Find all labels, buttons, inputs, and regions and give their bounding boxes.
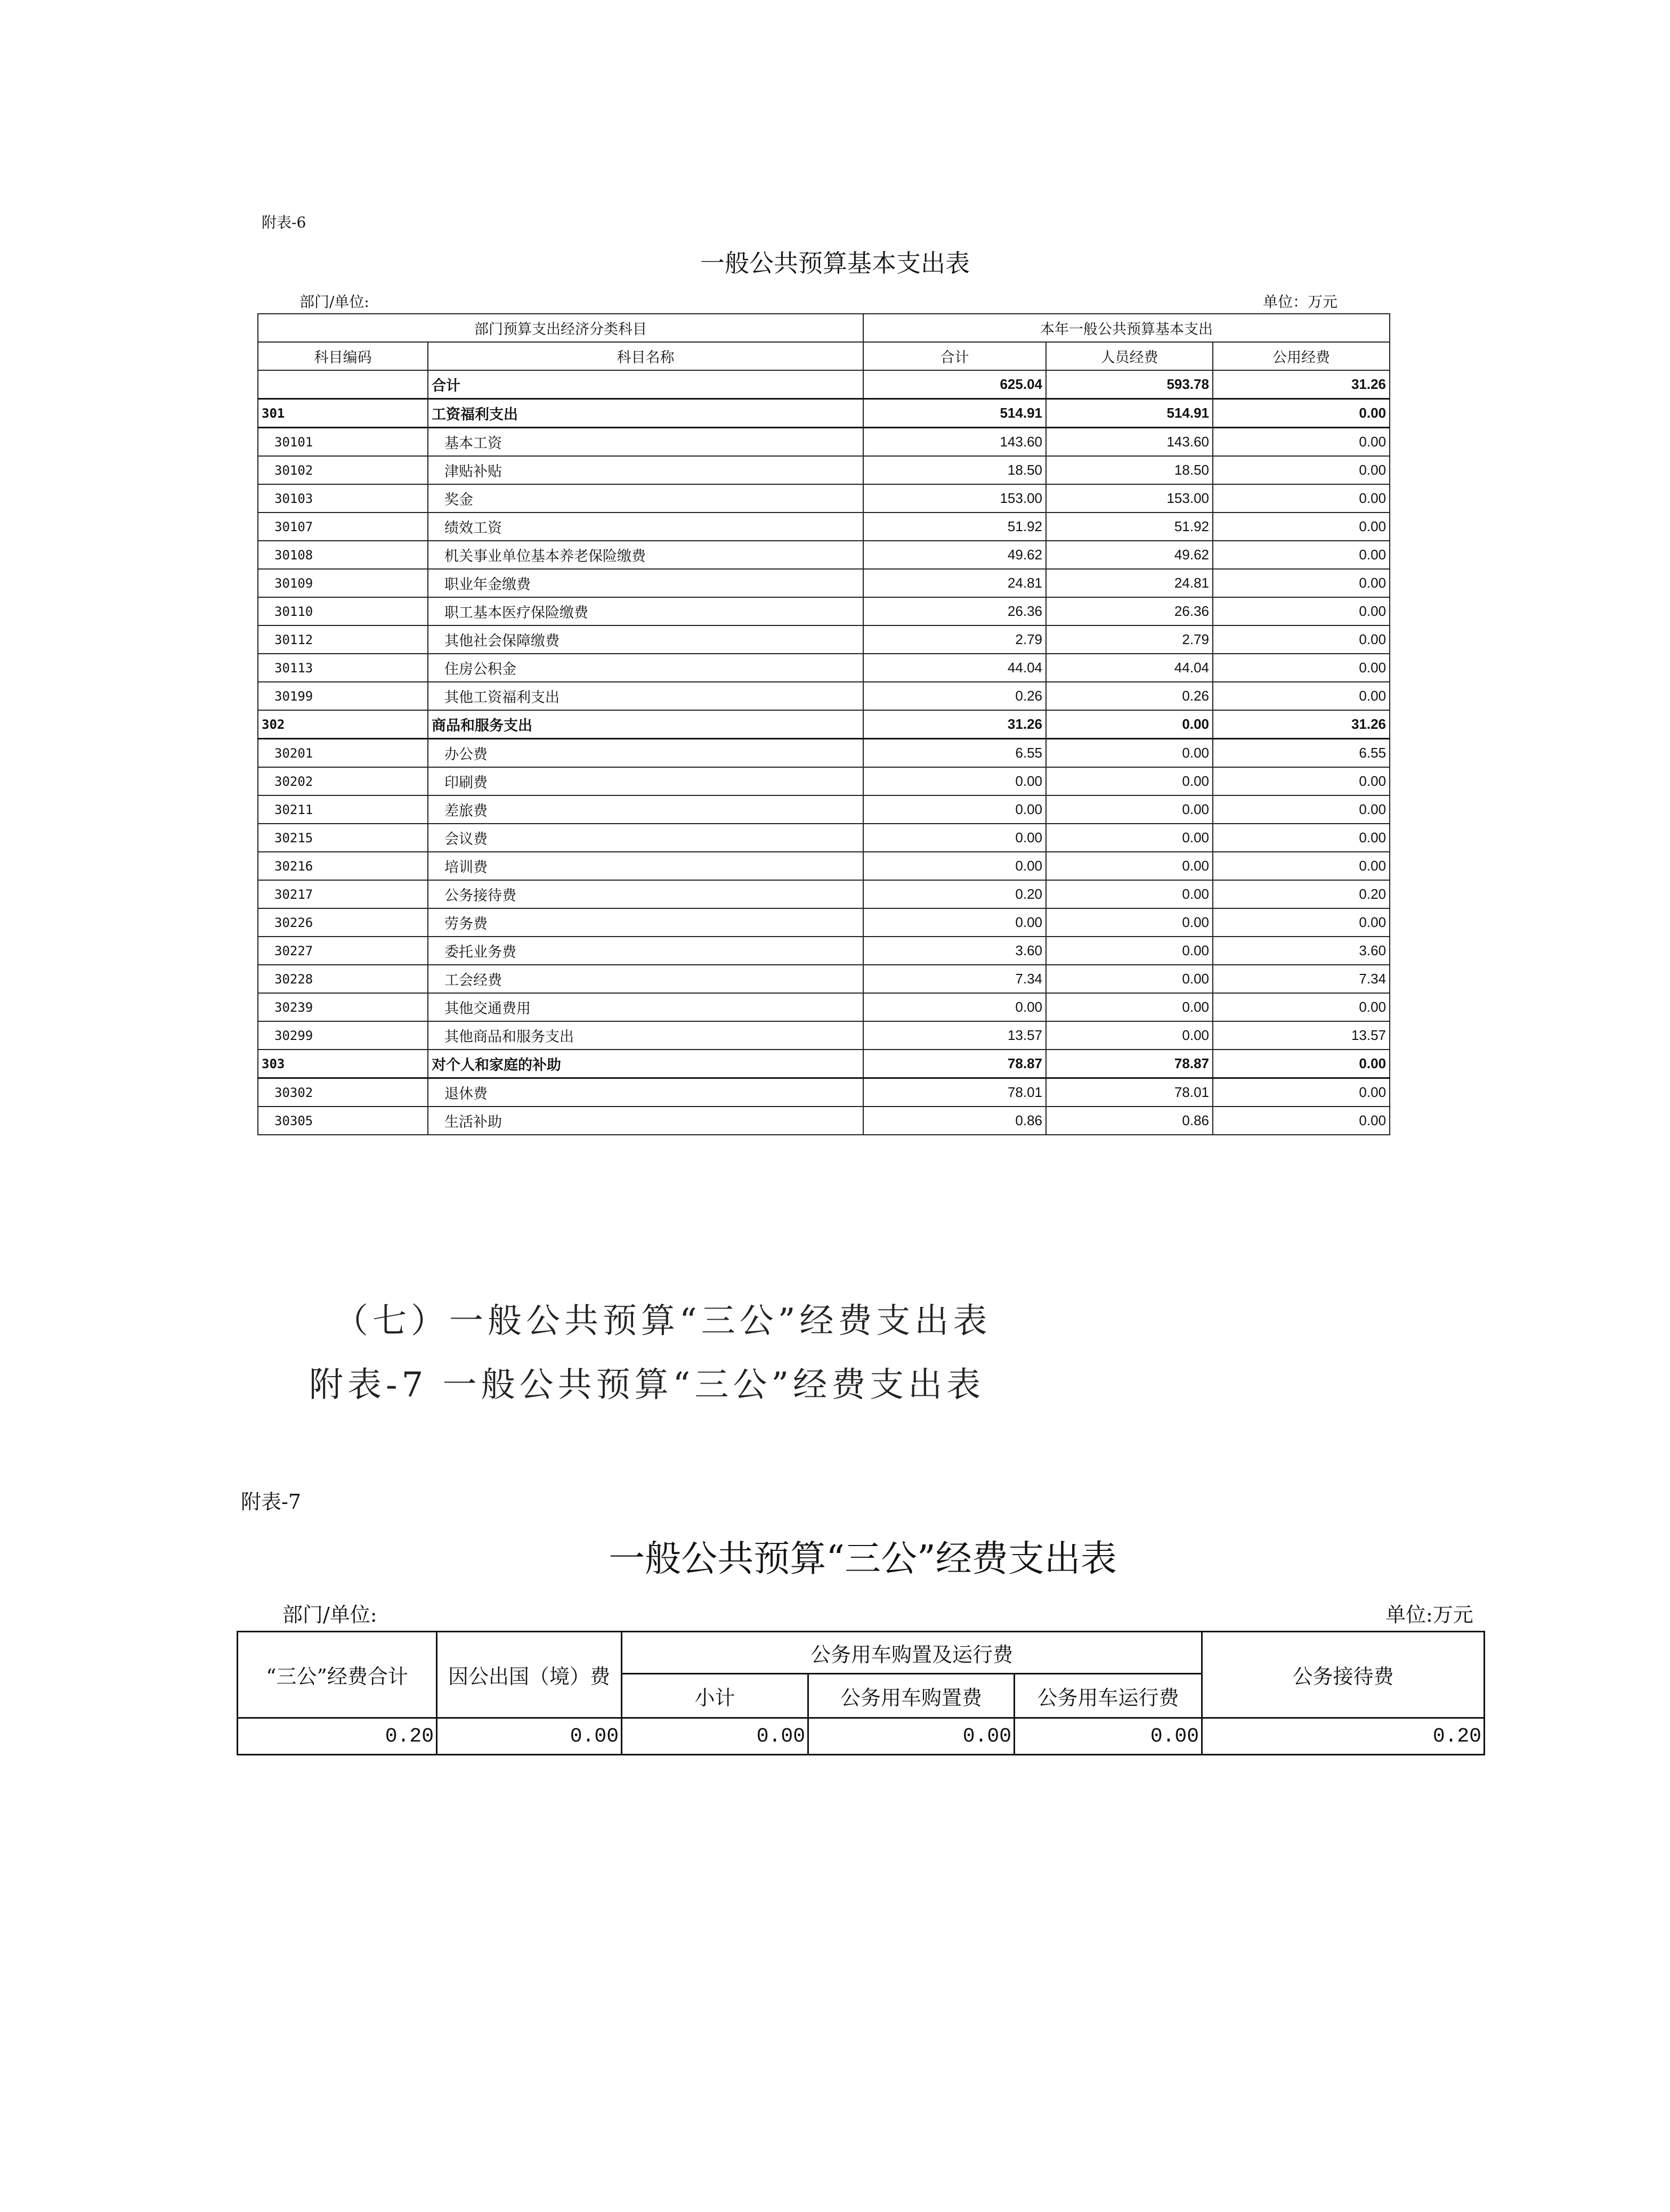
code-cell: 303 bbox=[258, 1050, 428, 1078]
name-cell: 劳务费 bbox=[428, 908, 863, 937]
code-cell: 30211 bbox=[258, 795, 428, 824]
personnel-cell: 0.00 bbox=[1046, 965, 1213, 993]
public-cell: 0.00 bbox=[1213, 852, 1390, 880]
name-cell: 公务接待费 bbox=[428, 880, 863, 908]
section-subheading: 附表-7 一般公共预算“三公”经费支出表 bbox=[309, 1365, 985, 1405]
code-cell: 30101 bbox=[258, 428, 428, 457]
code-cell bbox=[258, 370, 428, 399]
code-cell: 30302 bbox=[258, 1078, 428, 1107]
personnel-cell: 78.01 bbox=[1046, 1078, 1213, 1107]
total-cell: 0.00 bbox=[863, 852, 1046, 880]
name-cell: 职工基本医疗保险缴费 bbox=[428, 597, 863, 625]
public-cell: 0.00 bbox=[1213, 1107, 1390, 1135]
value-abroad: 0.00 bbox=[437, 1718, 622, 1755]
table-row bbox=[258, 625, 1390, 654]
col-personnel: 人员经费 bbox=[1046, 342, 1213, 370]
col-name: 科目名称 bbox=[428, 342, 863, 370]
table-row bbox=[258, 965, 1390, 993]
public-cell: 0.00 bbox=[1213, 456, 1390, 484]
public-cell: 0.00 bbox=[1213, 993, 1390, 1021]
total-cell: 51.92 bbox=[863, 513, 1046, 541]
total-cell: 0.00 bbox=[863, 824, 1046, 852]
name-cell: 工资福利支出 bbox=[428, 399, 863, 428]
public-cell: 0.00 bbox=[1213, 682, 1390, 710]
code-cell: 30239 bbox=[258, 993, 428, 1021]
total-cell: 49.62 bbox=[863, 541, 1046, 569]
table6-unit: 单位：万元 bbox=[1263, 293, 1338, 311]
total-cell: 2.79 bbox=[863, 625, 1046, 654]
code-cell: 30227 bbox=[258, 937, 428, 965]
code-cell: 30199 bbox=[258, 682, 428, 710]
personnel-cell: 0.00 bbox=[1046, 767, 1213, 795]
table-row bbox=[258, 541, 1390, 569]
total-cell: 514.91 bbox=[863, 399, 1046, 428]
code-cell: 30202 bbox=[258, 767, 428, 795]
name-cell: 机关事业单位基本养老保险缴费 bbox=[428, 541, 863, 569]
code-cell: 30110 bbox=[258, 597, 428, 625]
personnel-cell: 0.00 bbox=[1046, 908, 1213, 937]
code-cell: 30112 bbox=[258, 625, 428, 654]
name-cell: 差旅费 bbox=[428, 795, 863, 824]
public-cell: 0.00 bbox=[1213, 569, 1390, 597]
public-cell: 0.00 bbox=[1213, 597, 1390, 625]
total-cell: 26.36 bbox=[863, 597, 1046, 625]
public-cell: 31.26 bbox=[1213, 710, 1390, 739]
group-left-header: 部门预算支出经济分类科目 bbox=[258, 314, 863, 342]
table-row bbox=[258, 569, 1390, 597]
personnel-cell: 49.62 bbox=[1046, 541, 1213, 569]
table-row bbox=[258, 654, 1390, 682]
code-cell: 30108 bbox=[258, 541, 428, 569]
table-row bbox=[258, 1050, 1390, 1078]
name-cell: 职业年金缴费 bbox=[428, 569, 863, 597]
total-cell: 153.00 bbox=[863, 484, 1046, 513]
public-cell: 0.00 bbox=[1213, 1050, 1390, 1078]
table6-title: 一般公共预算基本支出表 bbox=[700, 249, 970, 278]
col-code: 科目编码 bbox=[258, 342, 428, 370]
public-cell: 0.20 bbox=[1213, 880, 1390, 908]
total-cell: 13.57 bbox=[863, 1021, 1046, 1050]
table-row bbox=[258, 880, 1390, 908]
table6-column-header bbox=[258, 342, 1390, 370]
table-row bbox=[258, 767, 1390, 795]
name-cell: 印刷费 bbox=[428, 767, 863, 795]
personnel-cell: 0.86 bbox=[1046, 1107, 1213, 1135]
personnel-cell: 514.91 bbox=[1046, 399, 1213, 428]
public-cell: 0.00 bbox=[1213, 908, 1390, 937]
name-cell: 其他工资福利支出 bbox=[428, 682, 863, 710]
code-cell: 30215 bbox=[258, 824, 428, 852]
three-public-expenses-table bbox=[237, 1631, 1485, 1755]
personnel-cell: 0.00 bbox=[1046, 880, 1213, 908]
public-cell: 3.60 bbox=[1213, 937, 1390, 965]
personnel-cell: 0.00 bbox=[1046, 937, 1213, 965]
col-public: 公用经费 bbox=[1213, 342, 1390, 370]
code-cell: 30216 bbox=[258, 852, 428, 880]
total-cell: 24.81 bbox=[863, 569, 1046, 597]
total-cell: 18.50 bbox=[863, 456, 1046, 484]
code-cell: 30109 bbox=[258, 569, 428, 597]
header-purchase: 公务用车购置费 bbox=[808, 1674, 1015, 1718]
table-row bbox=[258, 993, 1390, 1021]
value-operation: 0.00 bbox=[1015, 1718, 1202, 1755]
table-row bbox=[258, 484, 1390, 513]
name-cell: 对个人和家庭的补助 bbox=[428, 1050, 863, 1078]
public-cell: 0.00 bbox=[1213, 795, 1390, 824]
table7-header-row-1 bbox=[238, 1632, 1485, 1674]
col-total: 合计 bbox=[863, 342, 1046, 370]
table7-data-row bbox=[238, 1718, 1485, 1755]
code-cell: 30228 bbox=[258, 965, 428, 993]
public-cell: 0.00 bbox=[1213, 428, 1390, 457]
personnel-cell: 0.00 bbox=[1046, 795, 1213, 824]
total-cell: 0.00 bbox=[863, 767, 1046, 795]
table7-title: 一般公共预算“三公”经费支出表 bbox=[609, 1538, 1117, 1580]
personnel-cell: 18.50 bbox=[1046, 456, 1213, 484]
table-row bbox=[258, 852, 1390, 880]
name-cell: 其他社会保障缴费 bbox=[428, 625, 863, 654]
personnel-cell: 0.26 bbox=[1046, 682, 1213, 710]
name-cell: 会议费 bbox=[428, 824, 863, 852]
code-cell: 30201 bbox=[258, 739, 428, 768]
public-cell: 0.00 bbox=[1213, 625, 1390, 654]
name-cell: 住房公积金 bbox=[428, 654, 863, 682]
header-abroad: 因公出国（境）费 bbox=[437, 1632, 622, 1718]
total-cell: 0.00 bbox=[863, 993, 1046, 1021]
code-cell: 30107 bbox=[258, 513, 428, 541]
total-cell: 31.26 bbox=[863, 710, 1046, 739]
code-cell: 302 bbox=[258, 710, 428, 739]
basic-expenditure-table bbox=[257, 313, 1390, 1135]
name-cell: 退休费 bbox=[428, 1078, 863, 1107]
value-reception: 0.20 bbox=[1202, 1718, 1485, 1755]
table-row bbox=[258, 795, 1390, 824]
public-cell: 13.57 bbox=[1213, 1021, 1390, 1050]
name-cell: 绩效工资 bbox=[428, 513, 863, 541]
table-row bbox=[258, 428, 1390, 457]
table-row bbox=[258, 682, 1390, 710]
table-row bbox=[258, 1078, 1390, 1107]
personnel-cell: 78.87 bbox=[1046, 1050, 1213, 1078]
total-cell: 0.86 bbox=[863, 1107, 1046, 1135]
name-cell: 委托业务费 bbox=[428, 937, 863, 965]
table-row bbox=[258, 739, 1390, 768]
name-cell: 其他商品和服务支出 bbox=[428, 1021, 863, 1050]
table-row bbox=[258, 1021, 1390, 1050]
name-cell: 办公费 bbox=[428, 739, 863, 768]
header-reception: 公务接待费 bbox=[1202, 1632, 1485, 1718]
code-cell: 30102 bbox=[258, 456, 428, 484]
code-cell: 301 bbox=[258, 399, 428, 428]
public-cell: 0.00 bbox=[1213, 484, 1390, 513]
name-cell: 商品和服务支出 bbox=[428, 710, 863, 739]
name-cell: 其他交通费用 bbox=[428, 993, 863, 1021]
personnel-cell: 0.00 bbox=[1046, 710, 1213, 739]
total-cell: 78.01 bbox=[863, 1078, 1046, 1107]
table6-dept: 部门/单位: bbox=[299, 293, 369, 311]
total-cell: 78.87 bbox=[863, 1050, 1046, 1078]
table7-dept: 部门/单位: bbox=[282, 1603, 377, 1627]
public-cell: 7.34 bbox=[1213, 965, 1390, 993]
header-total: “三公”经费合计 bbox=[238, 1632, 437, 1718]
table-row bbox=[258, 937, 1390, 965]
public-cell: 0.00 bbox=[1213, 654, 1390, 682]
public-cell: 6.55 bbox=[1213, 739, 1390, 768]
table-row bbox=[258, 710, 1390, 739]
personnel-cell: 0.00 bbox=[1046, 824, 1213, 852]
personnel-cell: 2.79 bbox=[1046, 625, 1213, 654]
total-cell: 7.34 bbox=[863, 965, 1046, 993]
public-cell: 0.00 bbox=[1213, 767, 1390, 795]
name-cell: 基本工资 bbox=[428, 428, 863, 457]
group-right-header: 本年一般公共预算基本支出 bbox=[863, 314, 1390, 342]
name-cell: 奖金 bbox=[428, 484, 863, 513]
name-cell: 生活补助 bbox=[428, 1107, 863, 1135]
table7-label: 附表-7 bbox=[241, 1490, 302, 1514]
table-row bbox=[258, 824, 1390, 852]
public-cell: 0.00 bbox=[1213, 824, 1390, 852]
personnel-cell: 0.00 bbox=[1046, 1021, 1213, 1050]
personnel-cell: 0.00 bbox=[1046, 993, 1213, 1021]
table-row bbox=[258, 399, 1390, 428]
public-cell: 31.26 bbox=[1213, 370, 1390, 399]
code-cell: 30103 bbox=[258, 484, 428, 513]
public-cell: 0.00 bbox=[1213, 399, 1390, 428]
header-subtotal: 小计 bbox=[622, 1674, 808, 1718]
personnel-cell: 153.00 bbox=[1046, 484, 1213, 513]
total-cell: 6.55 bbox=[863, 739, 1046, 768]
header-vehicle-group: 公务用车购置及运行费 bbox=[622, 1632, 1202, 1674]
header-operation: 公务用车运行费 bbox=[1015, 1674, 1202, 1718]
table-row bbox=[258, 908, 1390, 937]
name-cell: 合计 bbox=[428, 370, 863, 399]
table-row bbox=[258, 513, 1390, 541]
total-cell: 625.04 bbox=[863, 370, 1046, 399]
table6-group-header bbox=[258, 314, 1390, 342]
value-purchase: 0.00 bbox=[808, 1718, 1015, 1755]
total-cell: 3.60 bbox=[863, 937, 1046, 965]
public-cell: 0.00 bbox=[1213, 513, 1390, 541]
code-cell: 30217 bbox=[258, 880, 428, 908]
total-cell: 44.04 bbox=[863, 654, 1046, 682]
table-row bbox=[258, 456, 1390, 484]
total-cell: 0.26 bbox=[863, 682, 1046, 710]
section-heading: （七）一般公共预算“三公”经费支出表 bbox=[334, 1302, 992, 1341]
personnel-cell: 0.00 bbox=[1046, 852, 1213, 880]
total-cell: 0.20 bbox=[863, 880, 1046, 908]
code-cell: 30305 bbox=[258, 1107, 428, 1135]
table6-label: 附表-6 bbox=[262, 214, 306, 231]
name-cell: 培训费 bbox=[428, 852, 863, 880]
personnel-cell: 0.00 bbox=[1046, 739, 1213, 768]
personnel-cell: 44.04 bbox=[1046, 654, 1213, 682]
personnel-cell: 24.81 bbox=[1046, 569, 1213, 597]
public-cell: 0.00 bbox=[1213, 541, 1390, 569]
code-cell: 30113 bbox=[258, 654, 428, 682]
personnel-cell: 593.78 bbox=[1046, 370, 1213, 399]
personnel-cell: 51.92 bbox=[1046, 513, 1213, 541]
total-cell: 143.60 bbox=[863, 428, 1046, 457]
total-cell: 0.00 bbox=[863, 795, 1046, 824]
table-row bbox=[258, 597, 1390, 625]
table-row bbox=[258, 1107, 1390, 1135]
public-cell: 0.00 bbox=[1213, 1078, 1390, 1107]
name-cell: 工会经费 bbox=[428, 965, 863, 993]
value-subtotal: 0.00 bbox=[622, 1718, 808, 1755]
code-cell: 30226 bbox=[258, 908, 428, 937]
table7-unit: 单位:万元 bbox=[1385, 1603, 1473, 1627]
personnel-cell: 26.36 bbox=[1046, 597, 1213, 625]
code-cell: 30299 bbox=[258, 1021, 428, 1050]
value-total: 0.20 bbox=[238, 1718, 437, 1755]
personnel-cell: 143.60 bbox=[1046, 428, 1213, 457]
table-row bbox=[258, 370, 1390, 399]
total-cell: 0.00 bbox=[863, 908, 1046, 937]
name-cell: 津贴补贴 bbox=[428, 456, 863, 484]
